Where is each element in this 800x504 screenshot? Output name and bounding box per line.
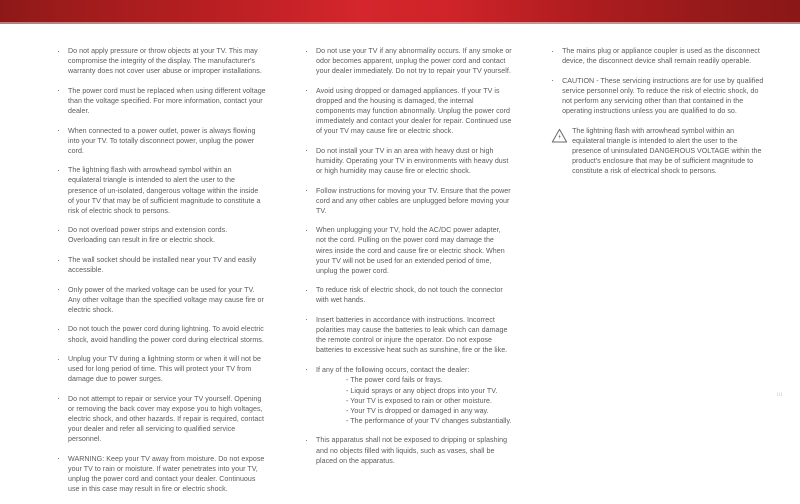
list-item: · Do not attempt to repair or service your TV yourself. Opening or removing the back cover may expose you to high voltages, electric shock, and other hazards. If repair is required, contact your dealer and refer all servicing to qualified service personnel. — [56, 394, 266, 444]
list-item: · Unplug your TV during a lightning storm or when it will not be used for long period of time. This will protect your TV from damage due to power surges. — [56, 354, 266, 384]
list-item: · This apparatus shall not be exposed to dripping or splashing and no objects filled with liquids, such as vases, shall be placed on the apparatus. — [304, 435, 512, 465]
list-item: · The wall socket should be installed near your TV and easily accessible. — [56, 255, 266, 275]
header-band — [0, 0, 800, 22]
bullet-list-column-3 — [550, 46, 764, 116]
dealer-conditions-sub-list — [316, 375, 512, 425]
sub-list-item: - The performance of your TV changes substantially. — [346, 416, 512, 425]
sub-list-item: - Your TV is exposed to rain or other moisture. — [346, 396, 493, 405]
page-number: iii — [776, 392, 783, 398]
list-item-dealer-conditions — [304, 365, 512, 426]
list-item: · Do not use your TV if any abnormality occurs. If any smoke or odor becomes apparent, unplug the power cord and contact your dealer immediately. Do not try to repair your TV yourself. — [304, 46, 512, 76]
list-item: · Insert batteries in accordance with instructions. Incorrect polarities may cause the batteries to leak which can damage the remote control or injure the operator. Do not expose batteries to excessive heat such as sunshine, fire or the like. — [304, 315, 512, 355]
list-item: · When connected to a power outlet, power is always flowing into your TV. To totally disconnect power, unplug the power cord. — [56, 126, 266, 156]
list-item: · Only power of the marked voltage can be used for your TV. Any other voltage than the specified voltage may cause fire or electric shock. — [56, 285, 266, 315]
list-item: · Do not install your TV in an area with heavy dust or high humidity. Operating your TV in environments with heavy dust or high humidity may cause fire or electric shock. — [304, 146, 512, 176]
list-item: · To reduce risk of electric shock, do not touch the connector with wet hands. — [304, 285, 512, 305]
list-item: · Do not overload power strips and extension cords. Overloading can result in fire or electric shock. — [56, 225, 266, 245]
dealer-conditions-lead: If any of the following occurs, contact the dealer: — [316, 365, 470, 374]
header-band-shadow — [0, 22, 800, 24]
list-item: · Avoid using dropped or damaged appliances. If your TV is dropped and the housing is damaged, the internal components may function abnormally. Unplug the power cord immediately and contact your dealer for repair. Continued use of your TV may cause fire or electric shock. — [304, 86, 512, 136]
bullet-list-column-2 — [304, 46, 512, 466]
list-item: · WARNING: Keep your TV away from moisture. Do not expose your TV to rain or moisture. If water penetrates into your TV, unplug the power cord and contact your dealer. Continuous use in this case may result in fire or electric shock. — [56, 454, 266, 494]
list-item: · CAUTION - These servicing instructions are for use by qualified service personnel only. To reduce the risk of electric shock, do not perform any servicing other than that contained in the operating instructions unless you are qualified to do so. — [550, 76, 764, 116]
bullet-list-column-1 — [56, 46, 266, 494]
list-item: · Do not apply pressure or throw objects at your TV. This may compromise the integrity of the display. The manufacturer's warranty does not cover user abuse or improper installations. — [56, 46, 266, 76]
list-item: · Do not touch the power cord during lightning. To avoid electric shock, avoid handling the power cord during electrical storms. — [56, 324, 266, 344]
safety-column-1 — [22, 46, 280, 504]
list-item: · Follow instructions for moving your TV. Ensure that the power cord and any other cables are unplugged before moving your TV. — [304, 186, 512, 216]
list-item: · When unplugging your TV, hold the AC/DC power adapter, not the cord. Pulling on the power cord may damage the wires inside the cord and cause fire or electric shock. When your TV will not be used for an extended period of time, unplug the power cord. — [304, 225, 512, 275]
list-item: · The power cord must be replaced when using different voltage than the voltage specified. For more information, contact your dealer. — [56, 86, 266, 116]
safety-column-2 — [280, 46, 526, 475]
sub-list-item: - Liquid sprays or any object drops into your TV. — [346, 386, 498, 395]
safety-column-3 — [526, 46, 778, 186]
dangerous-voltage-note-text: The lightning flash with arrowhead symbol within an equilateral triangle is intended to alert the user to the presence of uninsulated DANGEROUS VOLTAGE within the product's enclosure that may be of sufficient magnitude to constitute a risk of electrical shock to persons. — [572, 126, 762, 175]
sub-list-item: - The power cord fails or frays. — [346, 376, 443, 385]
sub-list-item: - Your TV is dropped or damaged in any way. — [346, 406, 489, 415]
list-item: · The lightning flash with arrowhead symbol within an equilateral triangle is intended to alert the user to the presence of un-isolated, dangerous voltage within the inside of your TV that may be of sufficient magnitude to constitute a risk of electric shock to persons. — [56, 165, 266, 215]
list-item: · The mains plug or appliance coupler is used as the disconnect device, the disconnect device shall remain readily operable. — [550, 46, 764, 66]
dangerous-voltage-note — [550, 126, 764, 176]
warning-triangle-icon — [551, 128, 568, 143]
